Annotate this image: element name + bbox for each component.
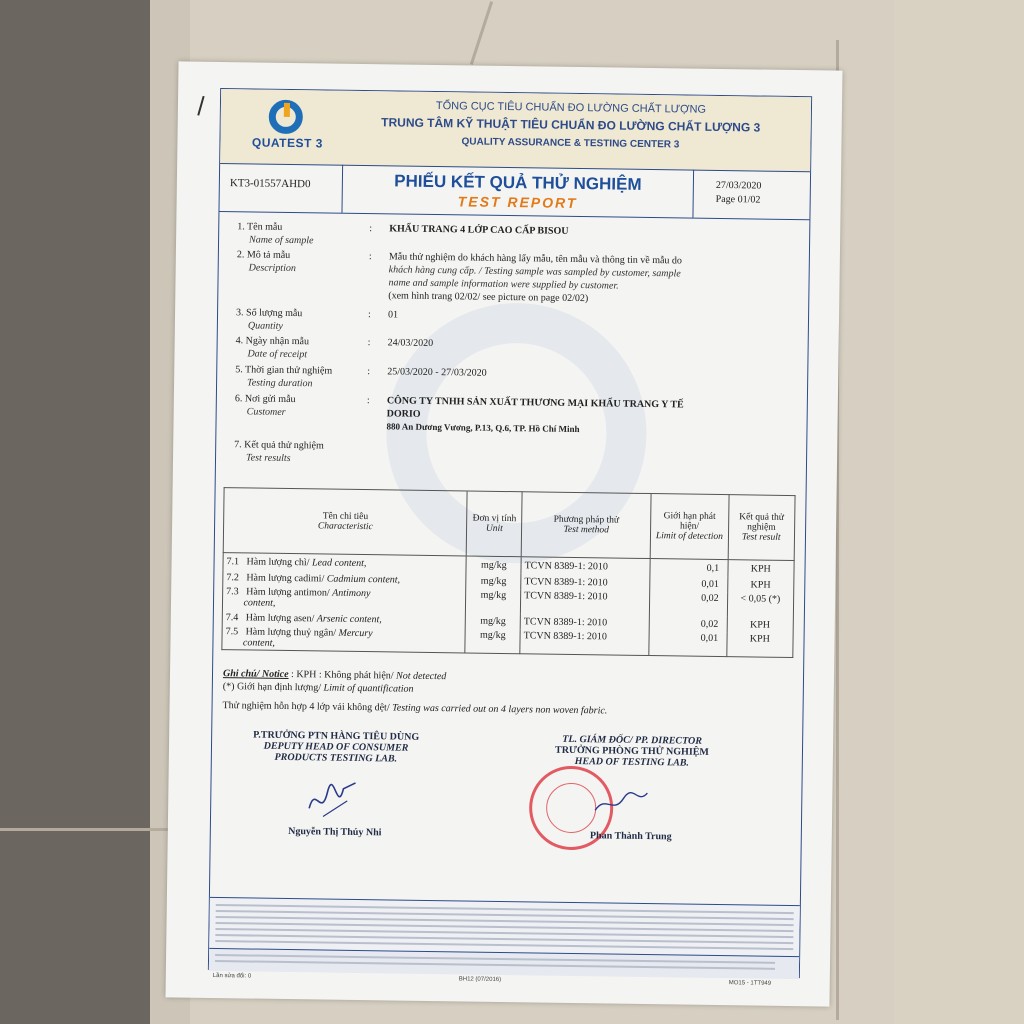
field-2-label-en: Description: [248, 262, 296, 275]
quantity-value: 01: [387, 309, 399, 321]
table-row: 7.4 Hàm lượng asen/ Arsenic content, mg/kg TCVN 8389-1: 2010 0,02 KPH: [222, 609, 793, 633]
table-row: 7.1 Hàm lượng chì/ Lead content, mg/kg TCVN 8389-1: 2010 0,1 KPH: [223, 553, 794, 577]
logo-text: QUATEST 3: [251, 135, 324, 151]
title-vietnamese: PHIẾU KẾT QUẢ THỬ NGHIỆM: [394, 171, 642, 194]
right-signatory-name: Phan Thành Trung: [589, 830, 672, 843]
col-limit: Giới hạn phát hiện/ Limit of detection: [650, 494, 728, 560]
description-line-2: khách hàng cung cấp. / Testing sample was sampled by customer, sample: [388, 264, 681, 280]
quatest-logo-icon: [269, 100, 303, 134]
org-line-1: TỔNG CỤC TIÊU CHUẨN ĐO LƯỜNG CHẤT LƯỢNG: [435, 100, 707, 116]
report-code: KT3-01557AHD0: [229, 177, 311, 191]
org-line-3: QUALITY ASSURANCE & TESTING CENTER 3: [461, 136, 680, 151]
results-table-header: [223, 488, 795, 561]
right-signatory-title: TL. GIÁM ĐỐC/ PP. DIRECTOR TRƯỞNG PHÒNG THỬ NGHIỆM HEAD OF TESTING LAB.: [555, 733, 709, 769]
field-1-colon: :: [369, 223, 373, 235]
field-2-colon: :: [368, 251, 372, 263]
field-5-label-en: Testing duration: [247, 377, 313, 390]
sample-name: KHẨU TRANG 4 LỚP CAO CẤP BISOU: [389, 223, 569, 237]
col-unit: Đơn vị tính Unit: [467, 491, 522, 557]
field-6-label-en: Customer: [246, 406, 286, 418]
col-characteristic: Tên chỉ tiêu Characteristic: [223, 488, 467, 556]
field-3-label-en: Quantity: [247, 320, 283, 332]
test-report-document: [165, 61, 842, 1006]
report-frame: [208, 88, 812, 987]
table-row: 7.5 Hàm lượng thuỷ ngân/ Mercury content, mg/kg TCVN 8389-1: 2010 0,01 KPH: [222, 625, 793, 657]
note-3: Thử nghiệm hỗn hợp 4 lớp vải không dệt/ Testing was carried out on 4 layers non woven fabric.: [222, 700, 608, 717]
floor-tile-line: [470, 1, 493, 65]
field-7-label-en: Test results: [245, 452, 291, 465]
receipt-date-value: 24/03/2020: [387, 337, 434, 349]
report-footer: [209, 897, 800, 978]
results-table: [221, 487, 795, 658]
footer-revision: Lần sửa đổi: 0: [212, 972, 252, 980]
left-signature-icon: [303, 778, 364, 823]
description-line-1: Mẫu thử nghiệm do khách hàng lấy mẫu, tên mẫu và thông tin về mẫu do: [388, 251, 683, 267]
field-4-label: 4. Ngày nhận mẫu: [235, 335, 310, 348]
col-test-method: Phương pháp thử Test method: [521, 492, 651, 559]
table-row: 7.3 Hàm lượng antimon/ Antimony content, mg/kg TCVN 8389-1: 2010 0,02 < 0,05 (*): [222, 585, 793, 617]
org-line-2: TRUNG TÂM KỸ THUẬT TIÊU CHUẨN ĐO LƯỜNG CHẤT LƯỢNG 3: [381, 115, 761, 135]
field-3-colon: :: [367, 309, 371, 321]
left-signatory-name: Nguyễn Thị Thúy Nhi: [288, 826, 382, 839]
footer-contact-bar: [209, 948, 799, 979]
report-header: [220, 89, 811, 172]
quatest-logo: [244, 99, 331, 156]
field-1-label: 1. Tên mẫu: [237, 221, 283, 233]
field-5-label: 5. Thời gian thử nghiệm: [235, 364, 333, 377]
pen-mark: [197, 96, 204, 116]
field-3-label: 3. Số lượng mẫu: [235, 307, 303, 320]
field-7-label: 7. Kết quả thử nghiệm: [234, 439, 324, 452]
testing-duration-value: 25/03/2020 - 27/03/2020: [387, 366, 487, 379]
footer-form-code: BH12 (07/2016): [458, 976, 502, 984]
field-6-label: 6. Nơi gửi mẫu: [234, 393, 296, 406]
field-5-colon: :: [367, 366, 371, 378]
field-1-label-en: Name of sample: [249, 234, 314, 247]
customer-address: 880 An Dương Vương, P.13, Q.6, TP. Hồ Chí Minh: [386, 421, 580, 435]
table-row: 7.2 Hàm lượng cadimi/ Cadmium content, mg/kg TCVN 8389-1: 2010 0,01 KPH: [223, 569, 794, 593]
footer-ref-code: MO15 - 1TT949: [728, 980, 772, 987]
description-line-4: (xem hình trang 02/02/ see picture on page 02/02): [388, 290, 589, 305]
date-cell: [692, 170, 810, 220]
customer-name-line-2: DORIO: [386, 408, 421, 420]
col-result: Kết quả thử nghiệm Test result: [728, 495, 795, 561]
field-4-label-en: Date of receipt: [247, 348, 308, 361]
right-signature-icon: [591, 784, 651, 821]
floor-tile-line: [0, 828, 172, 831]
customer-name-line-1: CÔNG TY TNHH SẢN XUẤT THƯƠNG MẠI KHẨU TRANG Y TẾ: [386, 395, 684, 411]
report-date: 27/03/2020: [715, 179, 762, 192]
field-4-colon: :: [367, 337, 371, 349]
note-1: Ghi chú/ Notice : KPH : Không phát hiện/ Not detected: [222, 668, 447, 683]
description-line-3: name and sample information were supplied by customer.: [388, 277, 619, 292]
page-number: Page 01/02: [715, 193, 761, 206]
background-floor-right: [894, 0, 1024, 1024]
field-6-colon: :: [366, 395, 370, 407]
report-code-cell: [219, 163, 343, 213]
background-floor-left: [0, 0, 150, 1024]
left-signatory-title: P.TRƯỞNG PTN HÀNG TIÊU DÙNG DEPUTY HEAD OF CONSUMER PRODUCTS TESTING LAB.: [253, 729, 420, 765]
note-2: (*) Giới hạn định lượng/ Limit of quantification: [222, 681, 414, 695]
field-2-label: 2. Mô tả mẫu: [236, 249, 291, 261]
report-notes: [222, 667, 607, 717]
title-english: TEST REPORT: [457, 193, 578, 211]
title-bar: [219, 163, 810, 220]
